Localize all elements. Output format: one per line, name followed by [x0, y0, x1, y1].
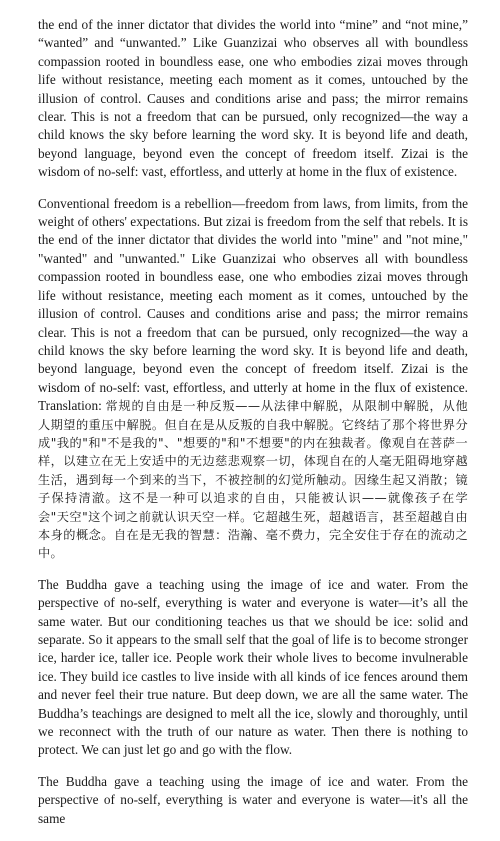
paragraph-ice-and-water: The Buddha gave a teaching using the image of ice and water. From the perspective of no-self, everything is water and everyone is water—it’s all the same water. But our conditioning teaches us that we should be ice: solid and separate. So it appears to the small self that the goal of life is to become stronger ice, harder ice, taller ice. People work their whole lives to become invulnerable ice. They build ice castles to live inside with all kinds of ice fences around them and never feel their true nature. But deep down, we are all the same water. The Buddha’s teachings are designed to melt all the ice, slowly and thoroughly, until we reconnect with the truth of our nature as water. Then there is nothing to protect. We can just let go and go with the flow.	[38, 576, 468, 758]
document-page	[38, 16, 468, 841]
paragraph-conventional-freedom	[38, 195, 468, 563]
chinese-translation: 常规的自由是一种反叛——从法律中解脱，从限制中解脱，从他人期望的重压中解脱。但自在是从反叛的自我中解脱。它终结了那个将世界分成"我的"和"不是我的"、"想要的"和"不想要"的内在独裁者。像观自在菩萨一样，以建立在无上安适中的无边慈悲观察一切，体现自在的人毫无阻碍地穿越生活，遇到每一个到来的当下，不被控制的幻觉所触动。因缘生起又消散；镜子保持清澈。这不是一种可以追求的自由，只能被认识——就像孩子在学会"天空"这个词之前就认识天空一样。它超越生死，超越语言，甚至超越自由本身的概念。自在是无我的智慧：浩瀚、毫不费力，完全安住于存在的流动之中。	[38, 399, 468, 561]
paragraph-zizai-excerpt: the end of the inner dictator that divides the world into “mine” and “not mine,” “wanted” and “unwanted.” Like Guanzizai who observes all with boundless compassion rooted in boundless ease, one who embodies zizai moves through life without resistance, meeting each moment as it comes, untouched by the illusion of control. Causes and conditions arise and pass; the mirror remains clear. This is not a freedom that can be pursued, only recognized—the way a child knows the sky before learning the word sky. It is beyond life and death, beyond language, beyond even the concept of freedom itself. Zizai is the wisdom of no-self: vast, effortless, and utterly at home in the flux of existence.	[38, 17, 468, 180]
paragraph-ice-and-water-repeat: The Buddha gave a teaching using the image of ice and water. From the perspective of no-self, everything is water and everyone is water—it's all the same	[38, 773, 468, 826]
paragraph-english-text: Conventional freedom is a rebellion—freedom from laws, from limits, from the weight of others' expectations. But zizai is freedom from the self that rebels. It is the end of the inner dictator that divides the world into "mine" and "not mine," "wanted" and "unwanted." Like Guanzizai who observes all with boundless compassion rooted in boundless ease, one who embodies zizai moves through life without resistance, meeting each moment as it comes, untouched by the illusion of control. Causes and conditions arise and pass; the mirror remains clear. This is not a freedom that can be pursued, only recognized—the way a child knows the sky before learning the word sky. It is beyond life and death, beyond language, beyond even the concept of freedom itself. Zizai is the wisdom of no-self: vast, effortless, and utterly at home in the flux of existence. Translation:	[38, 195, 468, 414]
